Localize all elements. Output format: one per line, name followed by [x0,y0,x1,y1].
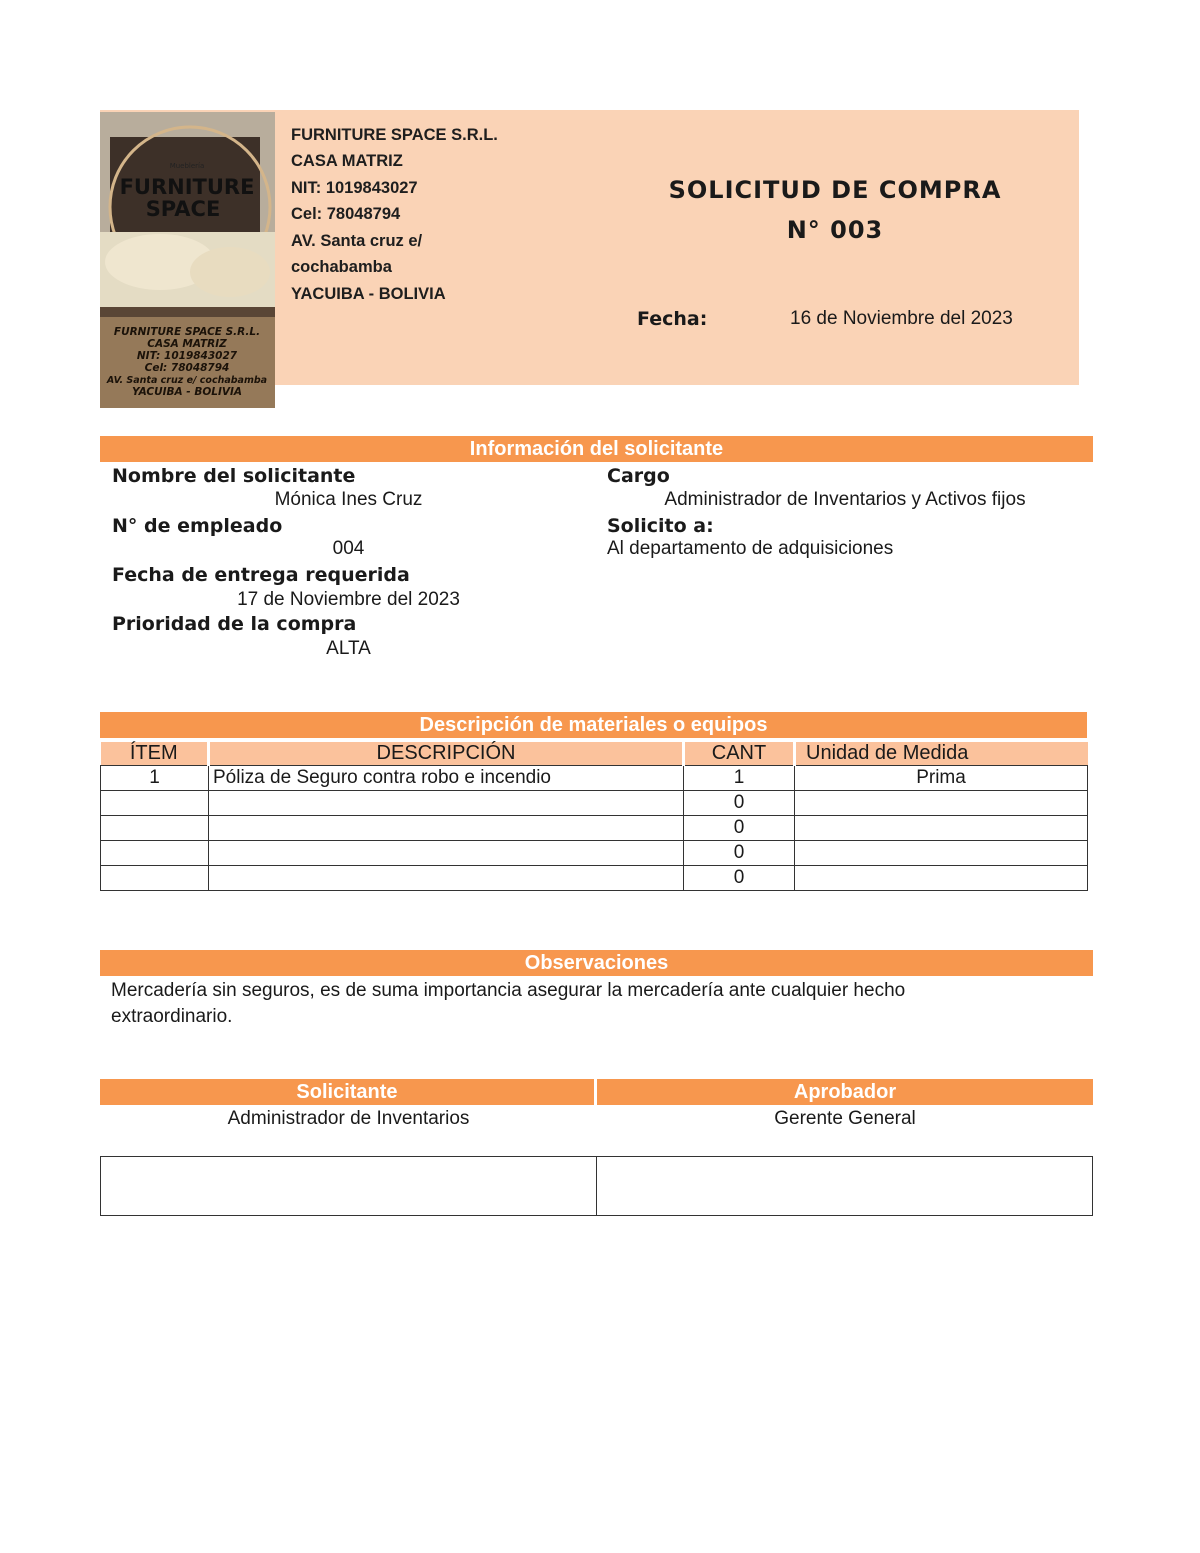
signature-divider [596,1156,597,1215]
table-row [101,766,1088,791]
logo-caption-5: AV. Santa cruz e/ cochabamba [106,375,268,386]
column-header-unit: Unidad de Medida [795,742,1088,766]
logo-caption-1: FURNITURE SPACE S.R.L. [113,326,261,338]
approver-role: Gerente General [774,1108,916,1129]
unit-cell [795,791,1088,816]
logo-image [100,112,275,408]
table-row [101,816,1088,841]
unit-cell [795,866,1088,891]
description-cell [209,791,684,816]
materials-table [100,742,1088,891]
requester-name-label: Nombre del solicitante [112,465,356,487]
priority-value: ALTA [326,638,371,659]
materials-header: Descripción de materiales o equipos [100,712,1087,738]
quantity-cell: 0 [684,791,795,816]
observations-text-line-1: Mercadería sin seguros, es de suma importancia asegurar la mercadería ante cualquier hecho [111,980,906,1001]
requester-role: Administrador de Inventarios [227,1108,470,1129]
priority-label: Prioridad de la compra [112,613,357,635]
description-cell: Póliza de Seguro contra robo e incendio [209,766,684,791]
company-address-1: AV. Santa cruz e/ [291,232,423,250]
item-cell [101,841,209,866]
item-cell [101,791,209,816]
company-address-2: cochabamba [291,258,392,276]
employee-number-value: 004 [332,538,365,559]
unit-cell: Prima [795,766,1088,791]
materials-table-header-row [101,742,1088,766]
logo-brand-line1: FURNITURE [119,175,255,199]
item-cell [101,866,209,891]
delivery-date-value: 17 de Noviembre del 2023 [237,589,460,610]
requested-to-label: Solicito a: [607,515,714,537]
table-row [101,841,1088,866]
requester-info-header: Información del solicitante [100,436,1093,462]
logo-caption-4: Cel: 78048794 [144,362,230,374]
column-header-description: DESCRIPCIÓN [209,742,684,766]
item-cell [101,816,209,841]
quantity-cell: 0 [684,866,795,891]
description-cell [209,866,684,891]
document-title: SOLICITUD DE COMPRA [668,176,1002,204]
column-header-quantity: CANT [684,742,795,766]
logo-brand-line2: SPACE [145,197,221,221]
quantity-cell: 0 [684,841,795,866]
requester-signature-header: Solicitante [100,1079,594,1105]
logo-caption-6: YACUIBA - BOLIVIA [131,386,243,398]
date-value: 16 de Noviembre del 2023 [790,308,1013,329]
unit-cell [795,816,1088,841]
company-name: FURNITURE SPACE S.R.L. [291,126,498,144]
company-phone: Cel: 78048794 [291,205,401,223]
approver-signature-header: Aprobador [597,1079,1093,1105]
company-logo [100,112,275,408]
company-city: YACUIBA - BOLIVIA [291,285,446,303]
logo-small-text: Mueblería [169,162,205,170]
quantity-cell: 0 [684,816,795,841]
item-cell: 1 [101,766,209,791]
logo-caption-2: CASA MATRIZ [147,338,227,350]
observations-text-line-2: extraordinario. [111,1006,233,1027]
table-row [101,791,1088,816]
column-header-item: ÍTEM [101,742,209,766]
company-nit: NIT: 1019843027 [291,179,418,197]
quantity-cell: 1 [684,766,795,791]
observations-header: Observaciones [100,950,1093,976]
table-row [101,866,1088,891]
company-branch: CASA MATRIZ [291,152,403,170]
employee-number-label: N° de empleado [112,515,283,537]
position-label: Cargo [607,465,670,487]
document-number: N° 003 [786,216,884,244]
requested-to-value: Al departamento de adquisiciones [607,538,894,559]
logo-caption-3: NIT: 1019843027 [136,350,238,362]
date-label: Fecha: [637,308,708,330]
description-cell [209,841,684,866]
requester-name-value: Mónica Ines Cruz [274,489,423,510]
delivery-date-label: Fecha de entrega requerida [112,564,410,586]
unit-cell [795,841,1088,866]
description-cell [209,816,684,841]
position-value: Administrador de Inventarios y Activos fijos [664,489,1026,510]
